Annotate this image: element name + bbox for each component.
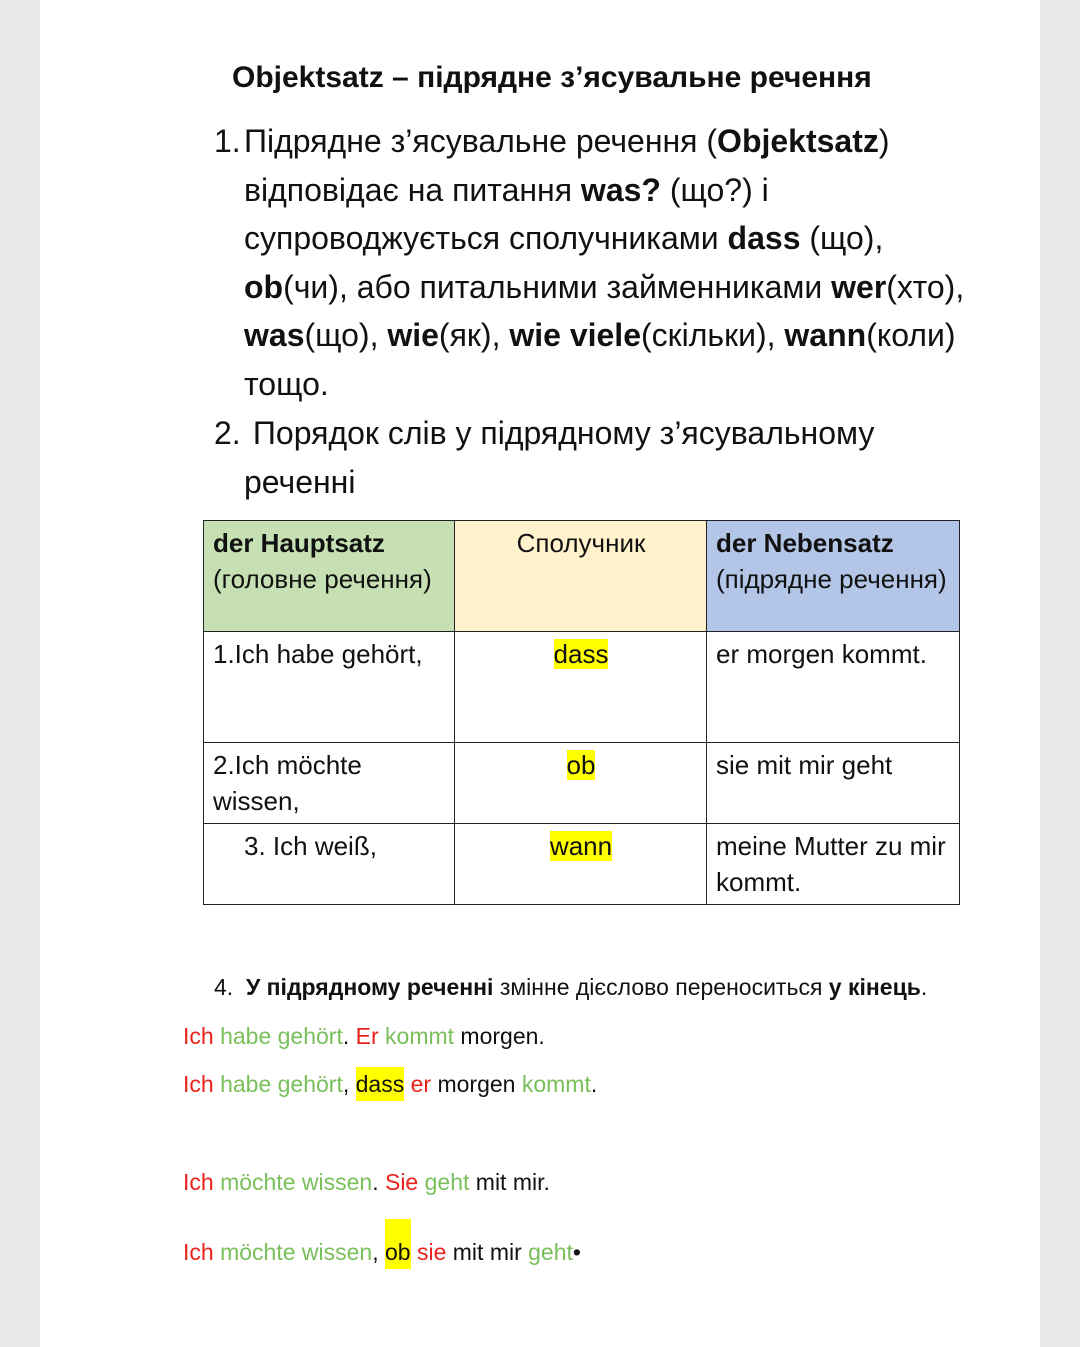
rule-1-number: 1. — [214, 123, 241, 159]
cell-sub: sie mit mir geht — [707, 743, 960, 824]
header-sub-title: der Nebensatz — [716, 528, 894, 558]
example-punct: . — [590, 1071, 598, 1097]
rule-1 — [214, 117, 974, 409]
header-main-subtitle: (головне речення) — [213, 564, 432, 594]
cell-conjunction — [455, 743, 707, 824]
rule-2-text — [244, 409, 974, 506]
rule-4-segment: змінне дієслово переноситься — [493, 974, 829, 1000]
example-sentence — [183, 1235, 581, 1269]
example-sentence — [183, 1067, 597, 1101]
cell-sub: meine Mutter zu mir kommt. — [707, 824, 960, 905]
example-subject: Er — [355, 1023, 379, 1049]
rule-1-term-was: was — [244, 317, 305, 354]
example-subject: Ich — [183, 1071, 214, 1097]
header-sub-clause — [707, 521, 960, 632]
cell-conjunction — [455, 632, 707, 743]
conjunction-highlight: ob — [566, 750, 596, 780]
example-rest: morgen — [437, 1071, 516, 1097]
rule-1-segment: (що), — [800, 220, 884, 257]
rule-2-number: 2. — [214, 415, 241, 451]
rule-1-term-wie: wie — [387, 317, 439, 354]
example-subject: er — [410, 1071, 432, 1097]
rule-1-term-wie-viele: wie viele — [509, 317, 641, 354]
rule-1-term-objektsatz: Objektsatz — [717, 123, 879, 159]
conjunction-highlight: dass — [553, 639, 609, 669]
word-order-table — [203, 520, 960, 905]
rule-1-segment: (хто), — [886, 268, 965, 305]
rule-2-content: Порядок слів у підрядному з’ясувальному реченні — [244, 415, 875, 500]
example-rest: mit mir — [452, 1239, 522, 1265]
rule-1-term-wer: wer — [831, 268, 887, 305]
example-subject: sie — [416, 1239, 447, 1265]
table-row — [204, 743, 960, 824]
rule-1-segment: (чи), або питальними займенниками — [283, 268, 832, 305]
rule-1-text — [244, 117, 974, 409]
header-conjunction-title: Сполучник — [516, 528, 646, 558]
page-title: Objektsatz – підрядне з’ясувальне речення — [232, 61, 872, 94]
rule-4 — [214, 970, 927, 1004]
example-sentence — [183, 1019, 545, 1053]
rule-1-segment: (що?) і супроводжується сполучниками — [244, 171, 769, 257]
rule-1-segment: ) відповідає на питання — [244, 123, 890, 208]
rule-4-segment: . — [920, 974, 928, 1000]
example-punct: • — [572, 1239, 581, 1265]
example-subject: Sie — [384, 1169, 419, 1195]
conjunction-highlight: wann — [549, 831, 613, 861]
example-subject: Ich — [183, 1023, 214, 1049]
example-verb: kommt — [521, 1071, 591, 1097]
example-sentence — [183, 1165, 550, 1199]
cell-main: 3. Ich weiß, — [204, 824, 455, 905]
rule-4-bold-subordinate: У підрядному реченні — [245, 974, 494, 1000]
cell-main: 2.Ich möchte wissen, — [204, 743, 455, 824]
rule-2 — [214, 409, 974, 506]
example-verb: geht — [528, 1239, 573, 1265]
rule-1-term-ob: ob — [244, 268, 284, 305]
example-verb: kommt — [385, 1023, 455, 1049]
example-subject: Ich — [183, 1169, 214, 1195]
header-main-title: der Hauptsatz — [213, 528, 385, 558]
rule-1-segment: (що), — [304, 317, 388, 354]
example-punct: . — [372, 1169, 379, 1195]
rule-1-segment: Підрядне з’ясувальне речення ( — [244, 123, 718, 159]
rule-4-number: 4. — [214, 974, 234, 1000]
table-row — [204, 824, 960, 905]
example-verb: möchte wissen — [220, 1169, 373, 1195]
example-punct: , — [372, 1239, 379, 1265]
header-main-clause — [204, 521, 455, 632]
example-rest: morgen. — [460, 1023, 545, 1049]
header-sub-subtitle: (підрядне речення) — [716, 564, 947, 594]
rule-1-term-was-question: was? — [580, 171, 661, 208]
example-verb: habe gehört — [220, 1071, 343, 1097]
table-header-row — [204, 521, 960, 632]
rule-1-segment: (скільки), — [640, 317, 785, 354]
example-conjunction: dass — [356, 1067, 405, 1101]
rule-4-bold-end: у кінець — [828, 974, 921, 1000]
example-rest: mit mir. — [475, 1169, 550, 1195]
header-conjunction — [455, 521, 707, 632]
rule-1-segment: (коли) тощо. — [244, 317, 956, 402]
table-row — [204, 632, 960, 743]
rule-1-term-wann: wann — [784, 317, 867, 354]
example-subject: Ich — [183, 1239, 214, 1265]
example-verb: habe gehört — [220, 1023, 343, 1049]
cell-conjunction — [455, 824, 707, 905]
example-punct: , — [342, 1071, 350, 1097]
rule-1-term-dass: dass — [727, 220, 801, 257]
example-conjunction: ob — [385, 1219, 411, 1269]
example-verb: möchte wissen — [220, 1239, 373, 1265]
cell-sub: er morgen kommt. — [707, 632, 960, 743]
document-page — [40, 0, 1040, 1347]
example-punct: . — [342, 1023, 350, 1049]
cell-main: 1.Ich habe gehört, — [204, 632, 455, 743]
rule-1-segment: (як), — [438, 317, 510, 354]
example-verb: geht — [424, 1169, 470, 1195]
